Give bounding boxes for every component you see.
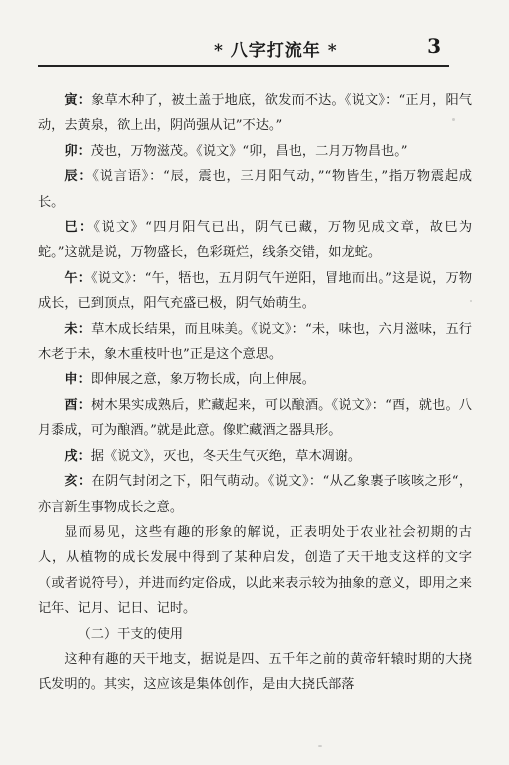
paragraph-wei [38, 317, 472, 368]
paragraph-wu [38, 266, 472, 317]
page-header [38, 30, 449, 70]
paragraph-text: 即伸展之意，象万物长成，向上伸展。 [90, 372, 315, 388]
term-label: 巳： [64, 220, 94, 236]
paragraph-text: 象草木种了，被土盖于地底，欲发而不达。《说文》：“正月，阳气动，去黄泉，欲上出，阴尚强从记”不达。” [38, 93, 472, 134]
paragraph-chen [38, 164, 472, 215]
print-speck [318, 745, 322, 747]
section-heading: （二）干支的使用 [77, 626, 184, 642]
paragraph-text: 《说文》：“午，牾也，五月阴气午逆阳，冒地而出。”这是说，万物成长，已到顶点，阳气充盛已极，阴气始萌生。 [38, 270, 473, 312]
paragraph-xu [38, 444, 472, 469]
paragraph-summary [38, 520, 472, 622]
body-text [38, 88, 472, 698]
paragraph-text: 草木成长结果，而且味美。《说文》：“未，味也，六月滋味，五行木老于未，象木重枝叶也”正是这个意思。 [38, 321, 472, 363]
paragraph-text: 在阴气封闭之下，阳气萌动。《说文》：“从乙象裹子咳咳之形“，亦言新生事物成长之意。 [38, 474, 473, 515]
term-label: 午： [64, 270, 92, 286]
term-label: 辰： [64, 169, 93, 185]
print-speck [452, 118, 455, 121]
paragraph-yin [38, 88, 472, 139]
paragraph-text: 树木果实成熟后，贮藏起来，可以酿酒。《说文》：“酉，就也。八月黍成，可为酿酒。”就是此意。像贮藏酒之器具形。 [38, 397, 472, 439]
paragraph-si [38, 215, 472, 266]
header-rule [38, 65, 449, 67]
paragraph-text: 据《说文》，灭也，冬天生气灭绝，草木凋谢。 [90, 448, 362, 464]
term-label: 寅： [64, 93, 92, 108]
term-label: 卯： [64, 143, 91, 159]
print-speck [470, 300, 472, 302]
term-label: 未： [64, 321, 92, 337]
paragraph-you [38, 393, 472, 444]
paragraph-text: 《说文》“四月阳气已出，阴气已藏，万物见成文章，故巳为蛇。”这就是说，万物盛长，色彩斑烂，线条交错，如龙蛇。 [38, 220, 473, 261]
term-label: 酉： [64, 397, 92, 413]
paragraph-shen [38, 367, 472, 392]
page-number: 3 [427, 34, 441, 58]
paragraph-text: 茂也，万物滋茂。《说文》“卯，昌也，二月万物昌也。” [90, 143, 408, 159]
term-label: 申： [64, 372, 91, 388]
paragraph-hai [38, 469, 472, 520]
paragraph-text: 《说言语》：“辰，震也，三月阳气动，”“物皆生，”指万物震起成长。 [38, 169, 472, 210]
term-label: 戌： [64, 448, 91, 464]
term-label: 亥： [64, 474, 92, 490]
paragraph-closing: 这种有趣的天干地支，据说是四、五千年之前的黄帝轩辕时期的大挠氏发明的。其实，这应该是集体创作，是由大挠氏部落 [38, 651, 472, 693]
paragraph-text: 显而易见，这些有趣的形象的解说，正表明处于农业社会初期的古人，从植物的成长发展中得到了某种启发，创造了天干地支这样的文字（或者说符号），并进而约定俗成，以此来表示较为抽象的意义，即用之来记年、记月、记日、记时。 [38, 524, 472, 617]
running-title: * 八字打流年 * [214, 41, 338, 61]
paragraph-mao [38, 139, 472, 164]
